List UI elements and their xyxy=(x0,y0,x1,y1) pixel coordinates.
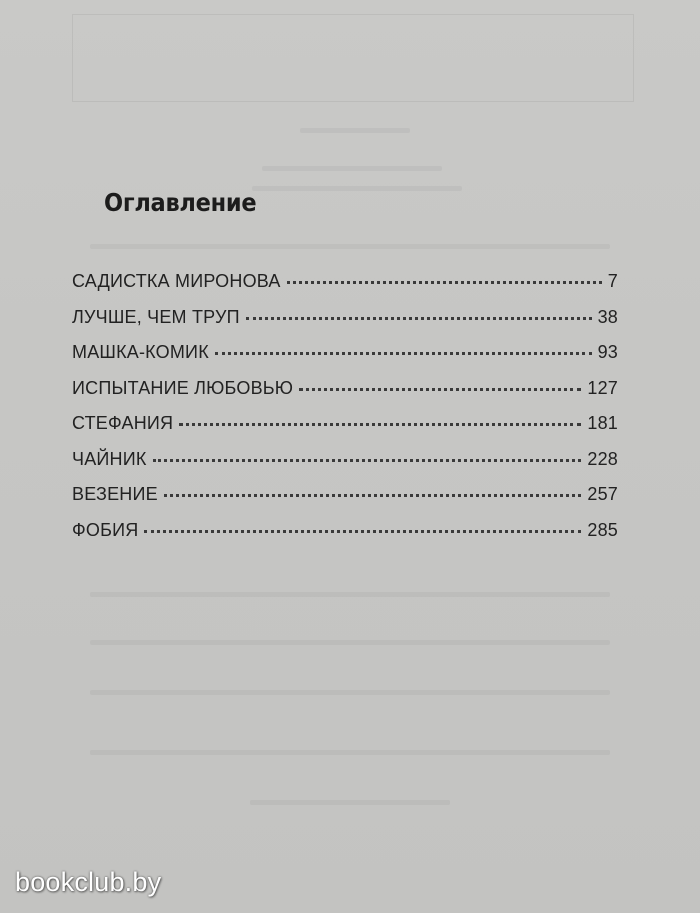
dot-leader xyxy=(299,374,581,391)
toc-entry-page: 181 xyxy=(587,413,618,433)
toc-entry-title: ЧАЙНИК xyxy=(72,448,147,469)
toc-entry-title: ФОБИЯ xyxy=(72,519,139,540)
toc-entry-title: ВЕЗЕНИЕ xyxy=(72,484,158,504)
dot-leader xyxy=(179,409,581,426)
toc-entry-title: МАШКА-КОМИК xyxy=(72,342,209,362)
bleed-through-line xyxy=(90,640,610,645)
bleed-through-line xyxy=(90,750,610,755)
bleed-through-line xyxy=(250,800,450,805)
toc-entry[interactable] xyxy=(72,306,618,342)
bleed-through-line xyxy=(252,186,462,191)
bleed-through-line xyxy=(262,166,442,171)
dot-leader xyxy=(164,480,582,497)
toc-entry-title: СТЕФАНИЯ xyxy=(72,413,174,433)
dot-leader xyxy=(287,267,602,284)
bleed-through-box xyxy=(72,14,634,102)
toc-entry-page: 127 xyxy=(587,377,618,398)
toc-entry-page: 228 xyxy=(587,448,618,469)
dot-leader xyxy=(144,516,581,533)
table-of-contents xyxy=(72,270,618,554)
toc-entry[interactable] xyxy=(72,483,618,519)
toc-entry-page: 257 xyxy=(587,484,618,504)
dot-leader xyxy=(215,338,592,355)
toc-entry[interactable] xyxy=(72,412,618,448)
toc-entry[interactable] xyxy=(72,448,618,484)
toc-entry-page: 285 xyxy=(587,519,618,540)
toc-entry-page: 93 xyxy=(597,342,618,362)
watermark: bookclub.by xyxy=(15,867,162,897)
toc-entry[interactable] xyxy=(72,519,618,555)
dot-leader xyxy=(246,303,592,320)
toc-heading: Оглавление xyxy=(104,188,257,217)
toc-entry[interactable] xyxy=(72,341,618,377)
toc-entry-page: 7 xyxy=(607,271,618,291)
dot-leader xyxy=(153,445,582,462)
bleed-through-line xyxy=(90,690,610,695)
toc-entry-page: 38 xyxy=(597,306,618,327)
toc-entry-title: ЛУЧШЕ, ЧЕМ ТРУП xyxy=(72,306,240,327)
bleed-through-line xyxy=(300,128,410,133)
toc-entry-title: ИСПЫТАНИЕ ЛЮБОВЬЮ xyxy=(72,377,294,398)
bleed-through-line xyxy=(90,592,610,597)
toc-entry[interactable] xyxy=(72,377,618,413)
bleed-through-line xyxy=(90,244,610,249)
toc-entry-title: САДИСТКА МИРОНОВА xyxy=(72,271,281,291)
toc-entry[interactable] xyxy=(72,270,618,306)
